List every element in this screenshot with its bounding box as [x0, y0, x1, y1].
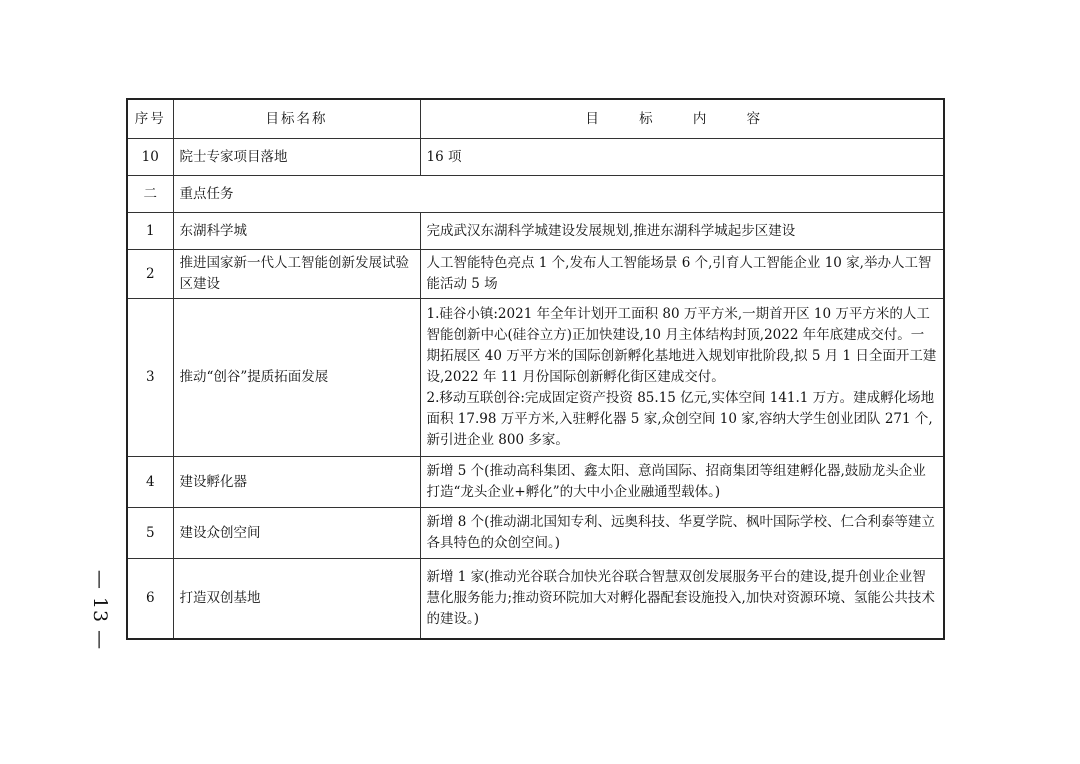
section-title: 重点任务 — [173, 176, 944, 213]
row-index: 6 — [127, 559, 173, 640]
content-paragraph: 1.硅谷小镇:2021 年全年计划开工面积 80 万平方米,一期首开区 10 万平方米的人工智能创新中心(硅谷立方)正加快建设,10 月主体结构封顶,2022 年年底建成交付。一期拓展区 40 万平方米的国际创新孵化基地进入规划审批阶段,拟 5 月 1 日全面开工建设,2022 年 11 月份国际创新孵化街区建成交付。 — [426, 306, 937, 385]
table-row — [127, 250, 944, 299]
row-name: 建设众创空间 — [173, 508, 420, 559]
row-name: 推进国家新一代人工智能创新发展试验区建设 — [173, 250, 420, 299]
row-content: 人工智能特色亮点 1 个,发布人工智能场景 6 个,引育人工智能企业 10 家,举办人工智能活动 5 场 — [420, 250, 944, 299]
section-row — [127, 176, 944, 213]
header-index: 序号 — [127, 99, 173, 139]
table-row — [127, 299, 944, 457]
table-row — [127, 139, 944, 176]
row-index: 2 — [127, 250, 173, 299]
row-name: 院士专家项目落地 — [173, 139, 420, 176]
row-name: 建设孵化器 — [173, 457, 420, 508]
row-content: 完成武汉东湖科学城建设发展规划,推进东湖科学城起步区建设 — [420, 213, 944, 250]
row-index: 3 — [127, 299, 173, 457]
row-index: 1 — [127, 213, 173, 250]
row-content: 新增 5 个(推动高科集团、鑫太阳、意尚国际、招商集团等组建孵化器,鼓励龙头企业打造“龙头企业+孵化”的大中小企业融通型载体。) — [420, 457, 944, 508]
table-row — [127, 508, 944, 559]
row-index: 10 — [127, 139, 173, 176]
table-row — [127, 457, 944, 508]
row-index: 4 — [127, 457, 173, 508]
header-target-content: 目 标 内 容 — [420, 99, 944, 139]
row-index: 5 — [127, 508, 173, 559]
table-row — [127, 559, 944, 640]
header-target-name: 目标名称 — [173, 99, 420, 139]
row-content — [420, 299, 944, 457]
row-name: 推动“创谷”提质拓面发展 — [173, 299, 420, 457]
row-content: 16 项 — [420, 139, 944, 176]
row-content: 新增 1 家(推动光谷联合加快光谷联合智慧双创发展服务平台的建设,提升创业企业智慧化服务能力;推动资环院加大对孵化器配套设施投入,加快对资源环境、氢能公共技术的建设。) — [420, 559, 944, 640]
table-header-row — [127, 99, 944, 139]
row-name: 打造双创基地 — [173, 559, 420, 640]
row-name: 东湖科学城 — [173, 213, 420, 250]
page-number-text: — 13 — — [89, 569, 112, 651]
section-index: 二 — [127, 176, 173, 213]
content-paragraph: 2.移动互联创谷:完成固定资产投资 85.15 亿元,实体空间 141.1 万方。建成孵化场地面积 17.98 万平方米,入驻孵化器 5 家,众创空间 10 家,容纳大学生创业团队 271 个,新引进企业 800 多家。 — [426, 390, 935, 448]
targets-table — [126, 98, 945, 640]
table-row — [127, 213, 944, 250]
page-number — [89, 569, 112, 651]
row-content: 新增 8 个(推动湖北国知专利、远奥科技、华夏学院、枫叶国际学校、仁合利泰等建立各具特色的众创空间。) — [420, 508, 944, 559]
